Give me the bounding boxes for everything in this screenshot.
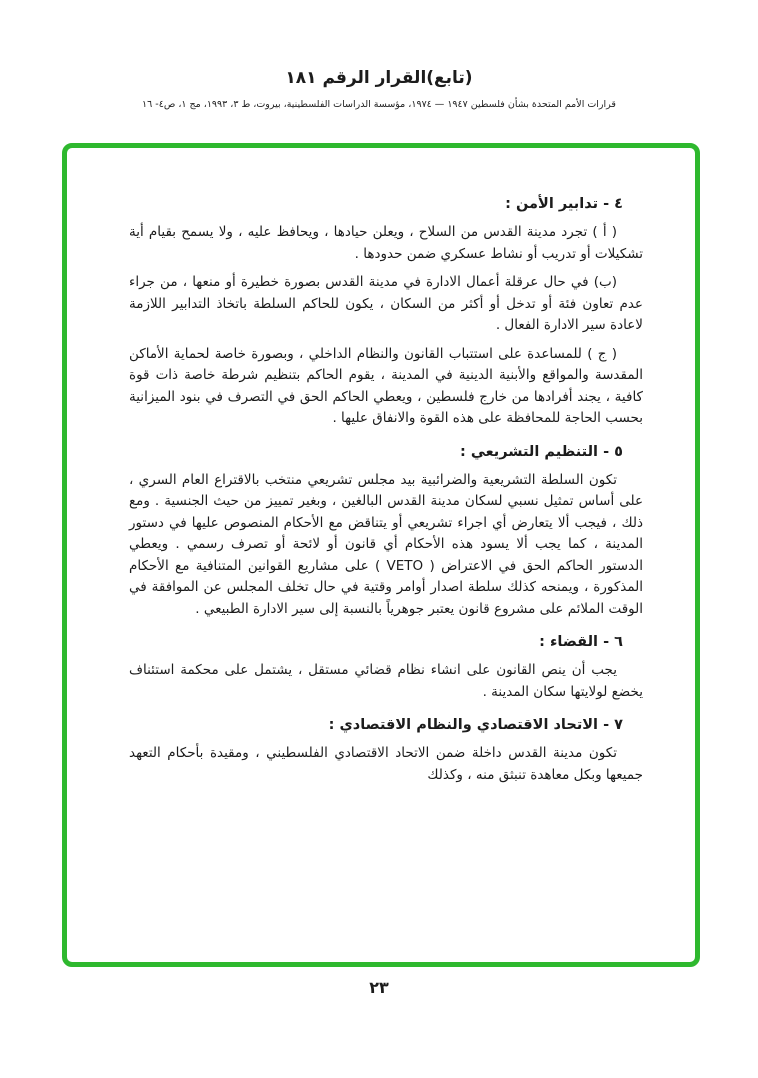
content-box bbox=[62, 143, 700, 967]
section-heading: ٤ - تدابير الأمن : bbox=[505, 196, 623, 212]
paragraph: تكون مدينة القدس داخلة ضمن الاتحاد الاقتصادي الفلسطيني ، ومقيدة بأحكام التعهد جميعها وبكل معاهدة تنبثق منه ، وكذلك bbox=[129, 745, 643, 783]
page-number: ٢٣ bbox=[369, 978, 389, 997]
paragraph: ( أ ) تجرد مدينة القدس من السلاح ، ويعلن حيادها ، ويحافظ عليه ، ولا يسمح بقيام أية تشكيلات أو تدريب أو نشاط عسكري ضمن حدودها . bbox=[129, 224, 643, 262]
section-security-measures bbox=[129, 196, 643, 430]
section-judiciary bbox=[129, 634, 643, 703]
section-heading: ٧ - الاتحاد الاقتصادي والنظام الاقتصادي : bbox=[328, 717, 623, 733]
paragraph: يجب أن ينص القانون على انشاء نظام قضائي مستقل ، يشتمل على محكمة استئناف يخضع لولايتها سكان المدينة . bbox=[129, 662, 643, 700]
page-header bbox=[0, 68, 758, 110]
paragraph: تكون السلطة التشريعية والضرائبية بيد مجلس تشريعي منتخب بالاقتراع العام السري ، على أساس تمثيل نسبي لسكان مدينة القدس البالغين ، وبغير تمييز من حيث الجنسية . ومع ذلك ، فيجب ألا يتعارض أي اجراء تشريعي أو يتناقض مع الأحكام المنصوص عليها في دستور المدينة ، كما يجب ألا يسود هذه الأحكام أي قانون أو لائحة أو تصرف رسمي . ويعطي الدستور الحاكم الحق في الاعتراض ( VETO ) على مشاريع القوانين المتنافية مع الأحكام المذكورة ، ويمنحه كذلك سلطة اصدار أوامر وقتية في حال تخلف المجلس عن الموافقة في الوقت الملائم على مشروع قانون يعتبر جوهرياً بالنسبة إلى سير الادارة الطبيعي . bbox=[129, 471, 643, 617]
resolution-title: (تابع)القرار الرقم ١٨١ bbox=[285, 68, 473, 88]
source-citation: قرارات الأمم المتحدة بشأن فلسطين ١٩٤٧ — ١٩٧٤، مؤسسة الدراسات الفلسطينية، بيروت، ط ٣، ١٩٩٣، مج ١، ص٤- ١٦ bbox=[142, 99, 616, 110]
section-economic-union bbox=[129, 717, 643, 786]
paragraph: ( ج ) للمساعدة على استتباب القانون والنظام الداخلي ، وبصورة خاصة لحماية الأماكن المقدسة والمواقع والأبنية الدينية في المدينة ، يقوم الحاكم بتنظيم شرطة خاصة ذات قوة كافية ، يجند أفرادها من خارج فلسطين ، ويعطي الحاكم الحق في التصرف في بنود الميزانية بحسب الحاجة للمحافظة على هذه القوة والانفاق عليها . bbox=[129, 345, 643, 426]
section-heading: ٥ - التنظيم التشريعي : bbox=[460, 443, 623, 460]
section-legislative-organization bbox=[129, 444, 643, 621]
paragraph: (ب) في حال عرقلة أعمال الادارة في مدينة القدس بصورة خطيرة أو منعها ، من جراء عدم تعاون فئة أو تدخل أو أكثر من السكان ، يكون للحاكم السلطة باتخاذ التدابير اللازمة لاعادة سير الادارة الفعال . bbox=[129, 274, 643, 333]
section-heading: ٦ - القضاء : bbox=[539, 634, 623, 650]
